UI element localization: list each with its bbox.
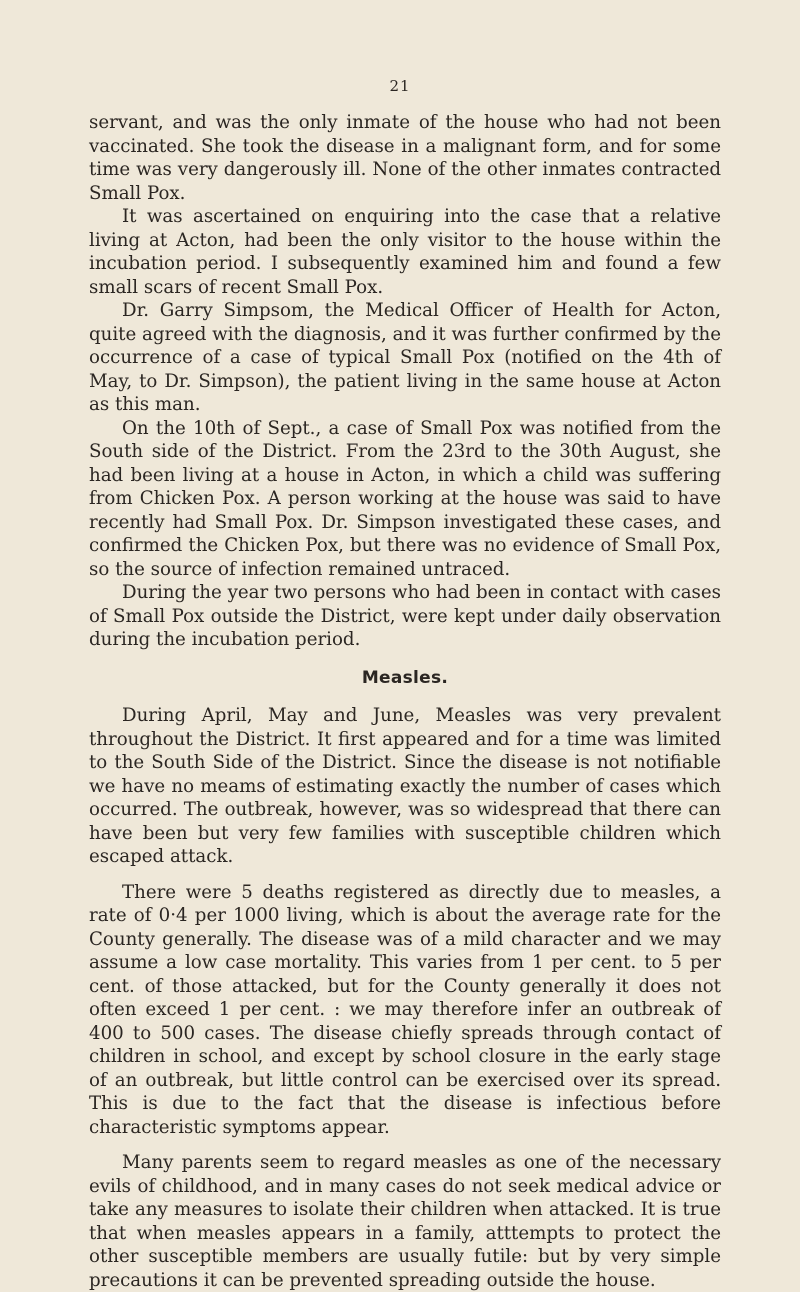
section-heading-measles: Measles. [361,667,449,688]
paragraph: servant, and was the only inmate of the house who had not been vaccinated. She took the disease in a malignant form, and for some time was very dangerously ill. None of the other inmates contracted Small Pox. [89,112,721,204]
page-number: 21 [389,77,411,95]
paragraph: On the 10th of Sept., a case of Small Pox was notified from the South side of the District. From the 23rd to the 30th August, she had been living at a house in Acton, in which a child was suffering from Chicken Pox. A person working at the house was said to have recently had Small Pox. Dr. Simpson investigated these cases, and confirmed the Chicken Pox, but there was no evidence of Small Pox, so the source of infection remained untraced. [89,417,721,580]
paragraph: It was ascertained on enquiring into the case that a relative living at Acton, had been the only visitor to the house within the incubation period. I subsequently examined him and found a few small scars of recent Small Pox. [89,206,721,298]
paragraph: There were 5 deaths registered as directly due to measles, a rate of 0·4 per 1000 living, which is about the average rate for the County generally. The disease was of a mild character and we may assume a low case mortality. This varies from 1 per cent. to 5 per cent. of those attacked, but for the County generally it does not often exceed 1 per cent. : we may therefore infer an outbreak of 400 to 500 cases. The disease chiefly spreads through contact of children in school, and except by school closure in the early stage of an outbreak, but little control can be exercised over its spread. This is due to the fact that the disease is infectious before characteristic symptoms appear. [89,881,721,1138]
paragraph: Dr. Garry Simpsom, the Medical Officer of Health for Acton, quite agreed with the diagnosis, and it was further confirmed by the occurrence of a case of typical Small Pox (notified on the 4th of May, to Dr. Simpson), the patient living in the same house at Acton as this man. [89,300,721,415]
paragraph: Many parents seem to regard measles as one of the necessary evils of childhood, and in many cases do not seek medical advice or take any measures to isolate their children when attacked. It is true that when measles appears in a family, atttempts to protect the other susceptible members are usually futile: but by very simple precautions it can be prevented spreading outside the house. [89,1152,721,1291]
page-body [89,111,721,1292]
paragraph: During the year two persons who had been in contact with cases of Small Pox outside the District, were kept under daily observation during the incubation period. [89,582,721,650]
paragraph: During April, May and June, Measles was very prevalent throughout the District. It first appeared and for a time was limited to the South Side of the District. Since the disease is not notifiable we have no meams of estimating exactly the number of cases which occurred. The outbreak, however, was so widespread that there can have been but very few families with susceptible children which escaped attack. [89,705,721,867]
